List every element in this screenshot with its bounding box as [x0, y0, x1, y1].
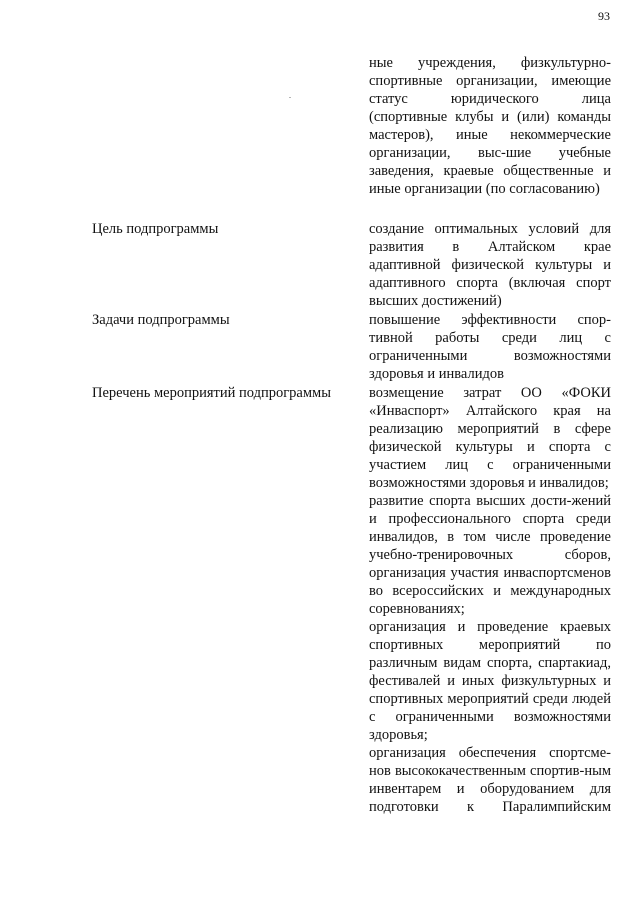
- measure-item-2: развитие спорта высших дости-жений и профессионального спорта среди инвалидов, в том числе проведение учебно-тренировочных сборов, организация участия инваспортсменов во всероссийских и международных соревнованиях;: [369, 493, 611, 617]
- measure-item-3: организация и проведение краевых спортивных мероприятий по различным видам спорта, спартакиад, фестивалей и иных физкультурных и спортивных мероприятий среди людей с ограниченными возможностями здоровья;: [369, 619, 611, 743]
- row-tasks-value: [369, 311, 611, 383]
- measure-item-4: организация обеспечения спортсме-нов высококачественным спортив-ным инвентарем и оборудованием для подготовки к Паралимпийским: [369, 745, 611, 815]
- tasks-paragraph: повышение эффективности спор-тивной работы среди лиц с ограниченными возможностями здоровья и инвалидов: [369, 312, 611, 382]
- row-tasks-label: Задачи подпрограммы: [92, 312, 230, 328]
- page-number: 93: [598, 9, 610, 23]
- row-goal-label: Цель подпрограммы: [92, 221, 219, 237]
- measure-item-1: возмещение затрат ОО «ФОКИ «Инваспорт» Алтайского края на реализацию мероприятий в сфере физической культуры и спорта с участием лиц с ограниченными возможностями здоровья и инвалидов;: [369, 385, 611, 491]
- row-goal-value: [369, 220, 611, 310]
- participants-paragraph: ные учреждения, физкультурно-спортивные организации, имеющие статус юридического лица (спортивные клубы и (или) команды мастеров), иные некоммерческие организации, выс-шие учебные заведения, краевые общественные и иные организации (по согласованию): [369, 55, 611, 197]
- goal-paragraph: создание оптимальных условий для развития в Алтайском крае адаптивной физической культуры и адаптивного спорта (включая спорт высших достижений): [369, 221, 611, 309]
- row-participants-value: [369, 54, 611, 198]
- row-measures-label: Перечень мероприятий подпрограммы: [92, 385, 331, 401]
- scan-dot: [289, 97, 291, 98]
- row-measures-value: [369, 384, 611, 816]
